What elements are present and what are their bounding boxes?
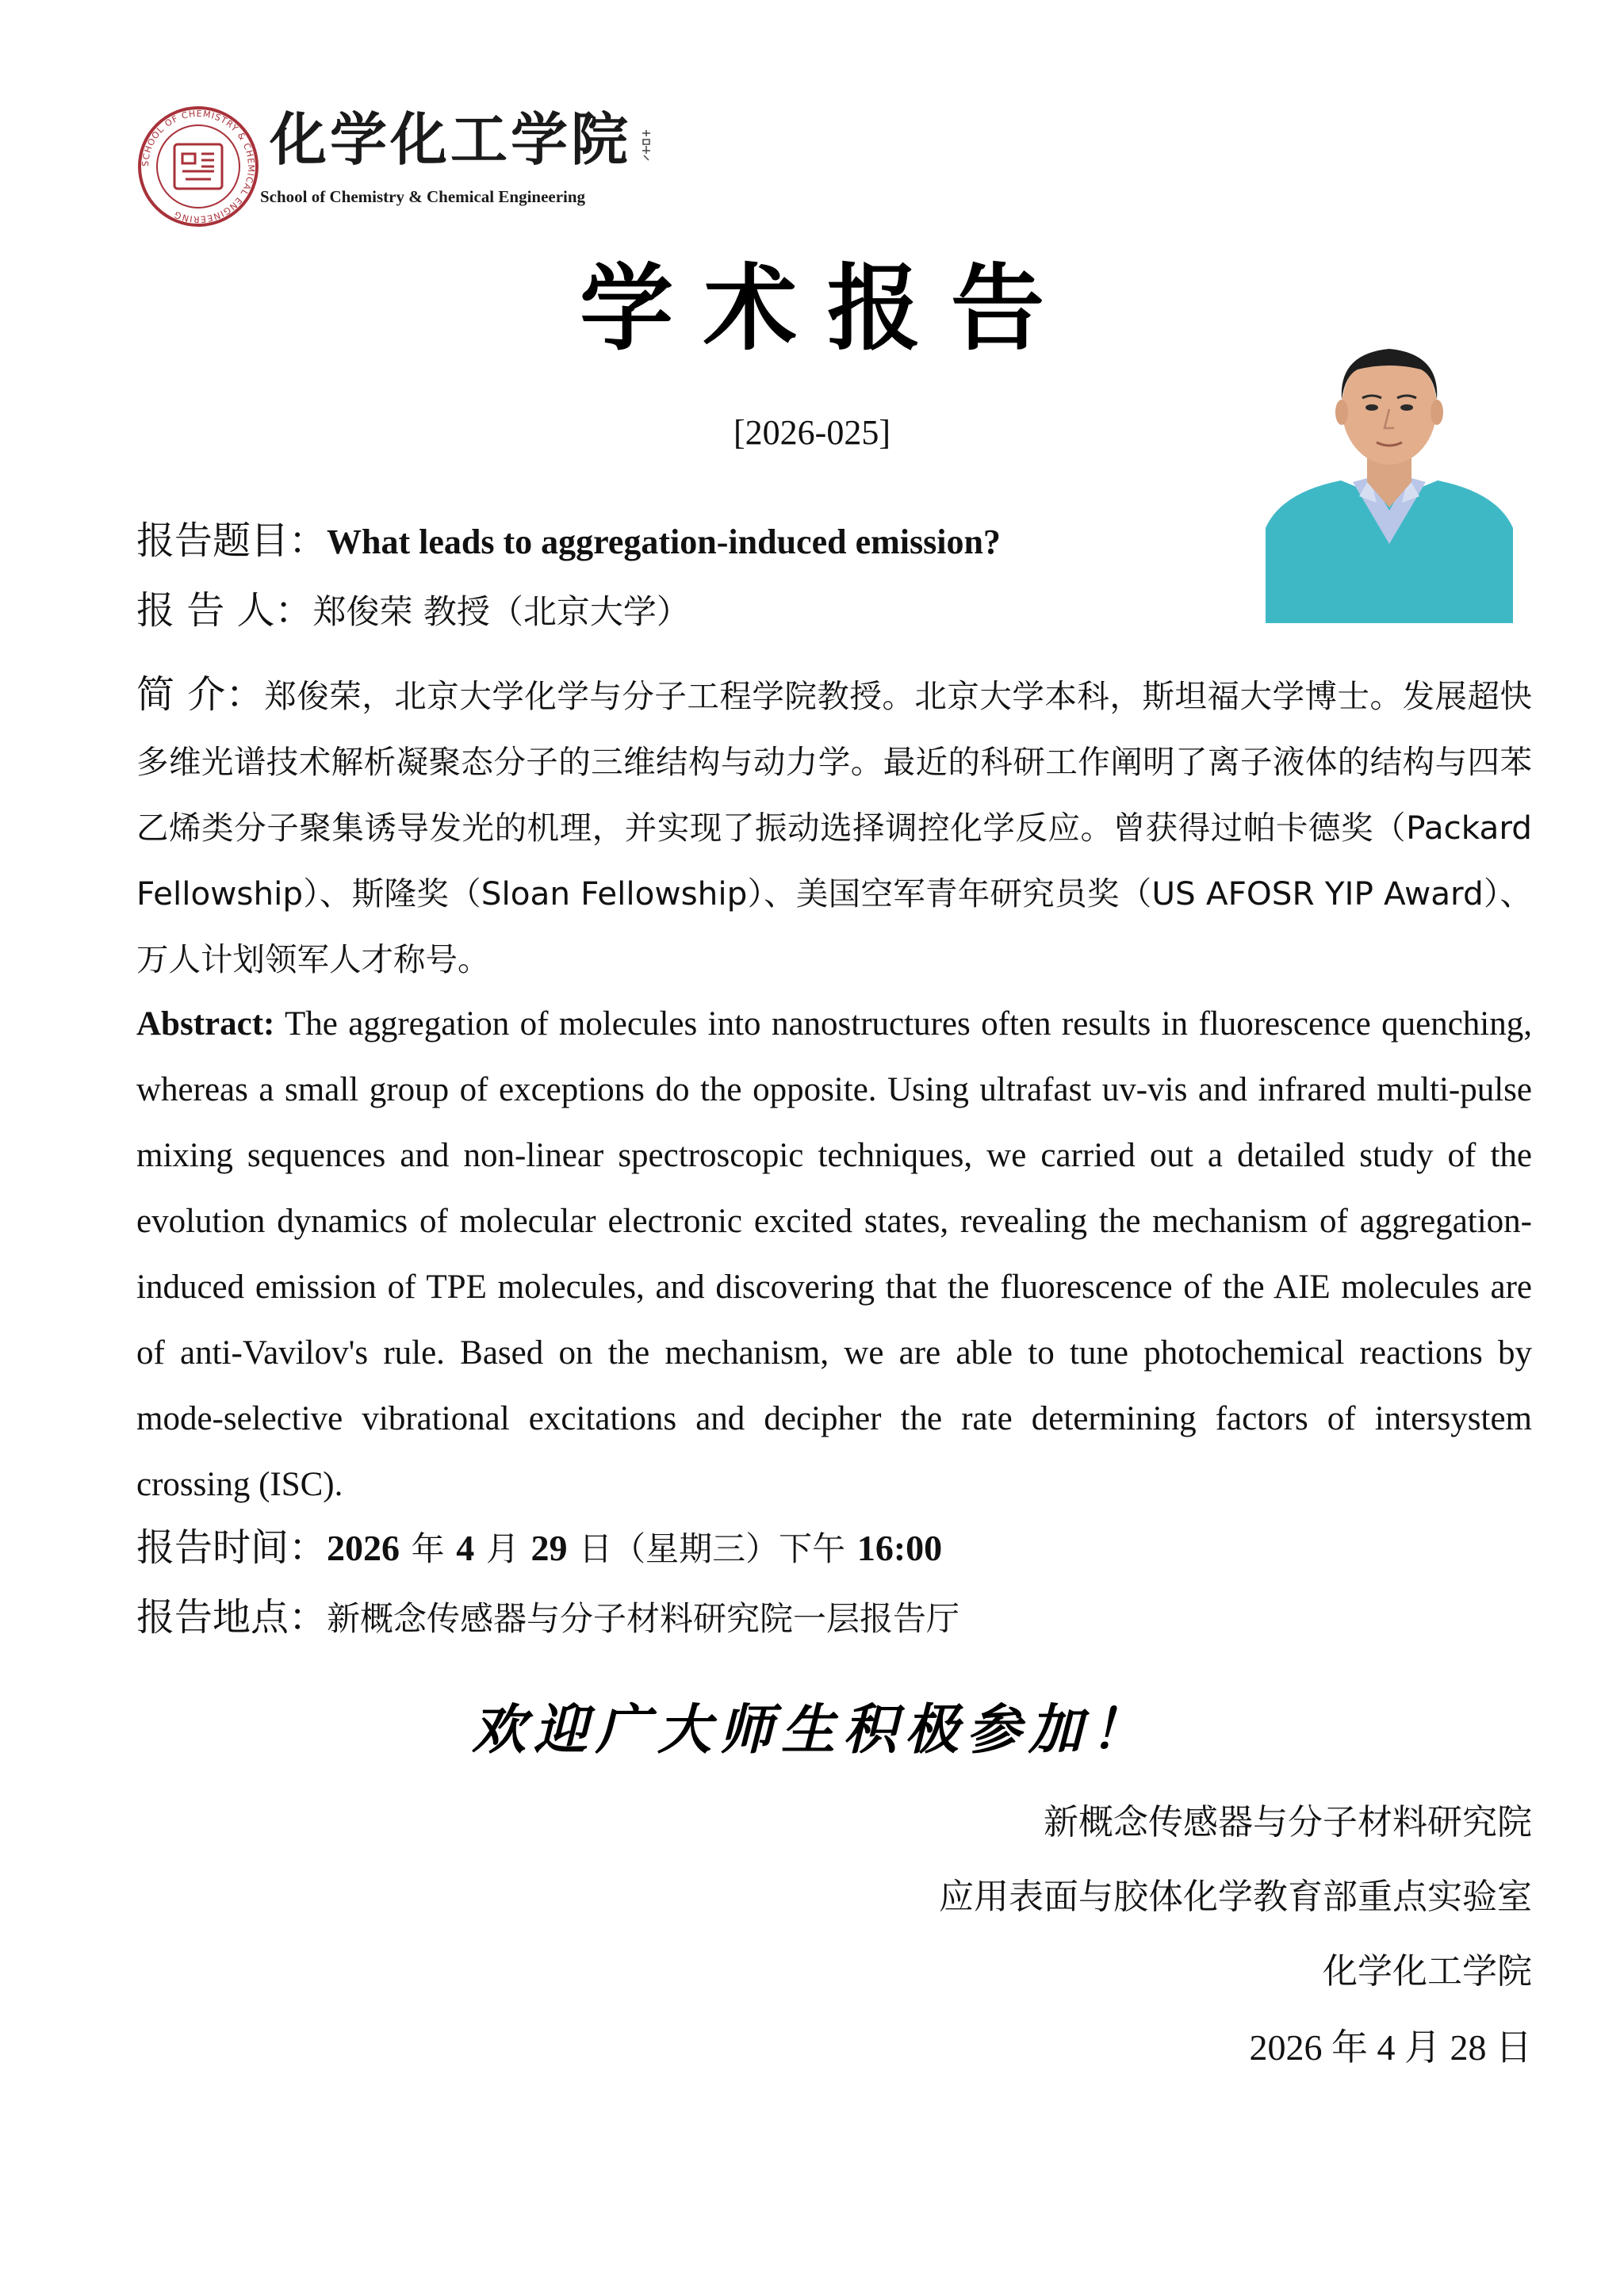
time-month: 4 (456, 1528, 475, 1568)
welcome-message: 欢迎广大师生积极参加！ (471, 1698, 1152, 1762)
speaker-line (136, 588, 690, 634)
speaker-photo (1266, 330, 1513, 623)
page-title: 学术报告 (579, 253, 1074, 363)
report-number: [2026-025] (733, 413, 891, 452)
time-line (136, 1525, 942, 1571)
signoff-date: 2026 年 4 月 28 日 (1249, 2027, 1532, 2068)
signoff-org-2: 应用表面与胶体化学教育部重点实验室 (939, 1877, 1532, 1917)
venue-value: 新概念传感器与分子材料研究院一层报告厅 (327, 1599, 960, 1638)
school-name-english: School of Chemistry & Chemical Engineering (260, 187, 586, 206)
time-year: 2026 (327, 1528, 400, 1568)
abstract-label: Abstract: (136, 1005, 275, 1043)
speaker-value: 郑俊荣 教授（北京大学） (312, 592, 690, 631)
signoff-org-3: 化学化工学院 (1323, 1951, 1532, 1992)
abstract (136, 991, 1532, 1517)
abstract-text: The aggregation of molecules into nanostructures often results in fluorescence quenching, whereas a small group of exceptions do the opposite. Using ultrafast uv-vis and infrared multi-pulse mixing sequences and non-linear spectroscopic techniques, we carried out a detailed study of the evolution dynamics of molecular electronic excited states, revealing the mechanism of aggregation-induced emission of TPE molecules, and discovering that the fluorescence of the AIE molecules are of anti-Vavilov's rule. Based on the mechanism, we are able to tune photochemical reactions by mode-selective vibrational excitations and decipher the rate determining factors of intersystem crossing (ISC). (136, 1005, 1532, 1503)
time-clock: 16:00 (856, 1528, 943, 1568)
calligraphy-signature-icon (639, 128, 653, 164)
bio-text: 郑俊荣，北京大学化学与分子工程学院教授。北京大学本科，斯坦福大学博士。发展超快多维光谱技术解析凝聚态分子的三维结构与动力学。最近的科研工作阐明了离子液体的结构与四苯乙烯类分子聚集诱导发光的机理，并实现了振动选择调控化学反应。曾获得过帕卡德奖（Packard Fellowship）、斯隆奖（Sloan Fellowship）、美国空军青年研究员奖（US AFOSR YIP Award）、万人计划领军人才称号。 (136, 677, 1532, 978)
speaker-bio (136, 662, 1532, 993)
time-day-unit: 日（星期三）下午 (579, 1529, 846, 1568)
topic-label: 报告题目： (136, 519, 327, 563)
svg-text:SCHOOL OF CHEMISTRY & CHEMICAL: SCHOOL OF CHEMISTRY & CHEMICAL ENGINEERING (140, 108, 257, 225)
time-year-unit: 年 (411, 1529, 445, 1568)
school-seal-logo (136, 105, 260, 228)
time-label: 报告时间： (136, 1525, 327, 1570)
time-day: 29 (530, 1528, 568, 1568)
school-name-chinese: 化学化工学院 (270, 106, 632, 173)
bio-label: 简 介： (136, 672, 265, 717)
signoff-org-1: 新概念传感器与分子材料研究院 (1044, 1802, 1532, 1843)
topic-value: What leads to aggregation-induced emission? (327, 522, 1001, 561)
speaker-label: 报 告 人： (136, 588, 313, 633)
time-month-unit: 月 (485, 1529, 519, 1568)
topic-line (136, 519, 1001, 564)
venue-label: 报告地点： (136, 1595, 327, 1640)
venue-line (136, 1595, 959, 1641)
